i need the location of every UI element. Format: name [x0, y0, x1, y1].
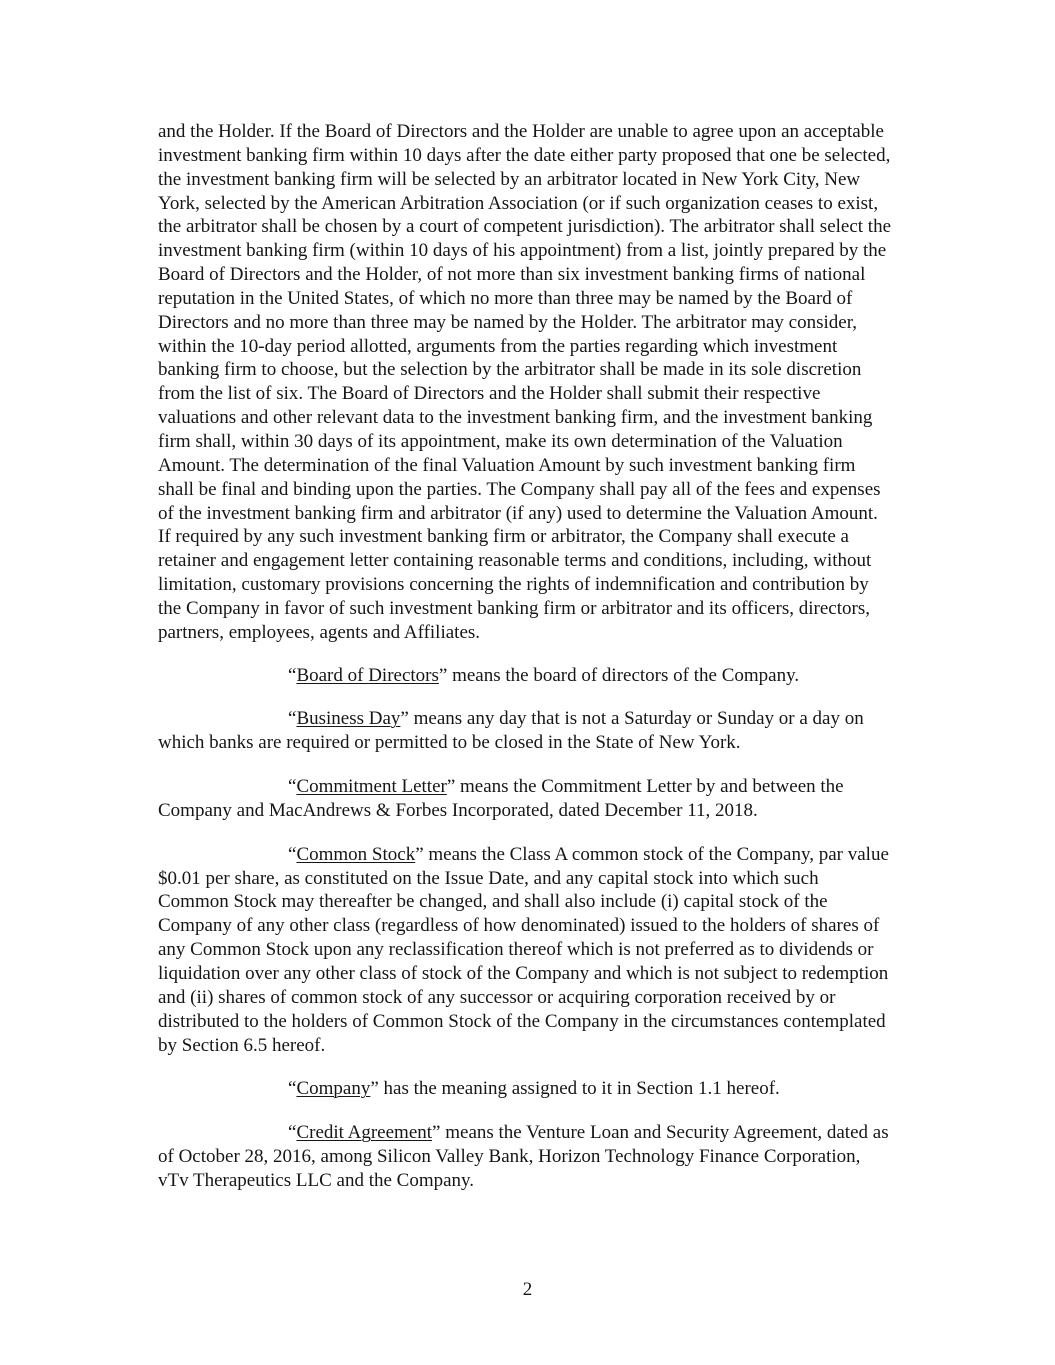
opening-paragraph: and the Holder. If the Board of Directors and the Holder are unable to agree upon an acceptable investment banking firm within 10 days after the date either party proposed that one be selected, the investment banking firm will be selected by an arbitrator located in New York City, New York, selected by the American Arbitration Association (or if such organization ceases to exist, the arbitrator shall be chosen by a court of competent jurisdiction). The arbitrator shall select the investment banking firm (within 10 days of his appointment) from a list, jointly prepared by the Board of Directors and the Holder, of not more than six investment banking firms of national reputation in the United States, of which no more than three may be named by the Board of Directors and no more than three may be named by the Holder. The arbitrator may consider, within the 10-day period allotted, arguments from the parties regarding which investment banking firm to choose, but the selection by the arbitrator shall be made in its sole discretion from the list of six. The Board of Directors and the Holder shall submit their respective valuations and other relevant data to the investment banking firm, and the investment banking firm shall, within 30 days of its appointment, make its own determination of the Valuation Amount. The determination of the final Valuation Amount by such investment banking firm shall be final and binding upon the parties. The Company shall pay all of the fees and expenses of the investment banking firm and arbitrator (if any) used to determine the Valuation Amount. If required by any such investment banking firm or arbitrator, the Company shall execute a retainer and engagement letter containing reasonable terms and conditions, including, without limitation, customary provisions concerning the rights of indemnification and contribution by the Company in favor of such investment banking firm or arbitrator and its officers, directors, partners, employees, agents and Affiliates. [158, 121, 892, 643]
definition-company [158, 1077, 893, 1101]
defined-term: Commitment Letter [296, 776, 447, 798]
definition-business-day [158, 707, 893, 755]
definition-text: ” means any day that is not a Saturday or Sunday or a day on which banks are required or permitted to be closed in the State of New York. [158, 708, 864, 754]
open-quote: “ [288, 776, 297, 798]
open-quote: “ [288, 843, 297, 865]
defined-term: Board of Directors [296, 664, 439, 686]
defined-term: Credit Agreement [296, 1122, 433, 1144]
document-page [158, 120, 893, 1213]
definition-text: ” means the Commitment Letter by and between the Company and MacAndrews & Forbes Incorporated, dated December 11, 2018. [158, 776, 844, 821]
page-number: 2 [522, 1279, 533, 1300]
definition-text: ” means the Class A common stock of the Company, par value $0.01 per share, as constituted on the Issue Date, and any capital stock into which such Common Stock may thereafter be changed, and shall also include (i) capital stock of the Company of any other class (regardless of how denominated) issued to the holders of shares of any Common Stock upon any reclassification thereof which is not preferred as to dividends or liquidation over any other class of stock of the Company and which is not subject to redemption and (ii) shares of common stock of any successor or acquiring corporation received by or distributed to the holders of Common Stock of the Company in the circumstances contemplated by Section 6.5 hereof. [158, 843, 889, 1056]
open-quote: “ [288, 708, 297, 730]
definition-commitment-letter [158, 775, 893, 823]
definition-text: ” means the Venture Loan and Security Agreement, dated as of October 28, 2016, among Silicon Valley Bank, Horizon Technology Finance Corporation, vTv Therapeutics LLC and the Company. [158, 1122, 889, 1191]
open-quote: “ [288, 1122, 297, 1144]
open-quote: “ [288, 1078, 297, 1100]
definition-board-of-directors [158, 664, 893, 688]
defined-term: Common Stock [296, 843, 416, 865]
defined-term: Business Day [296, 708, 401, 730]
definition-text: ” has the meaning assigned to it in Section 1.1 hereof. [370, 1078, 780, 1100]
defined-term: Company [296, 1078, 371, 1100]
definition-credit-agreement [158, 1121, 893, 1193]
definition-common-stock [158, 843, 893, 1058]
definition-text: ” means the board of directors of the Company. [438, 664, 800, 686]
open-quote: “ [288, 664, 297, 686]
